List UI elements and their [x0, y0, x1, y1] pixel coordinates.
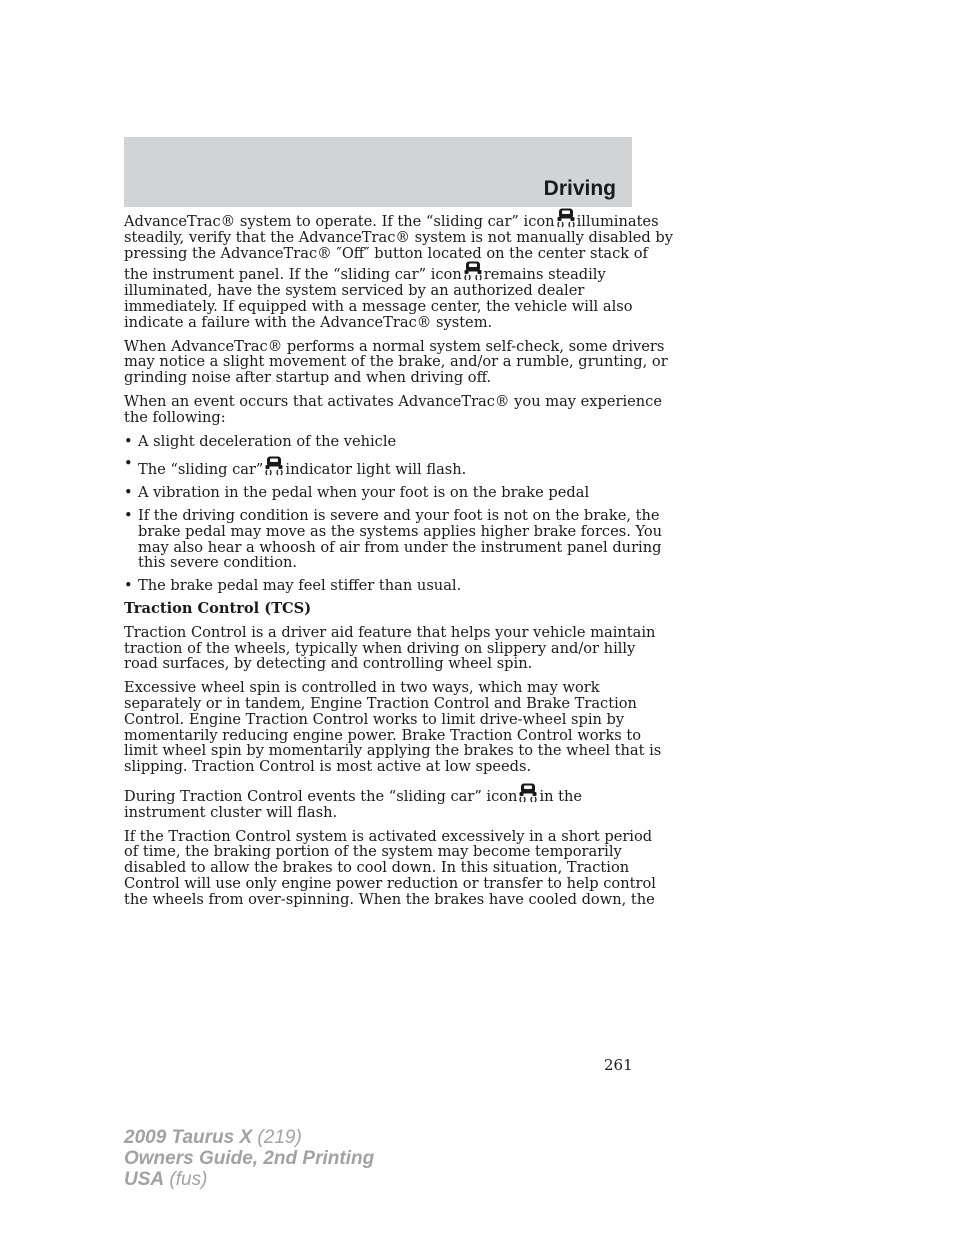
page-content: [124, 208, 673, 915]
heading-traction-control: Traction Control (TCS): [124, 599, 312, 617]
paragraph-tcs-excessive: If the Traction Control system is activated excessively in a short period of time, the braking portion of the system may become temporarily disabled to allow the brakes to cool down. In this situation, Traction Control will use only engine power reduction or transfer to help control the wheels from over-spinning. When the brakes have cooled down, the: [124, 827, 656, 908]
sliding-car-icon: [517, 783, 539, 803]
paragraph-event-intro: When an event occurs that activates AdvanceTrac® you may experience the following:: [124, 392, 662, 426]
paragraph-tcs-intro: Traction Control is a driver aid feature that helps your vehicle maintain traction of the wheels, typically when driving on slippery and/or hilly road surfaces, by detecting and controlling wheel spin.: [124, 623, 656, 673]
paragraph-self-check: When AdvanceTrac® performs a normal system self-check, some drivers may notice a slight movement of the brake, and/or a rumble, grunting, or grinding noise after startup and when driving off.: [124, 337, 668, 387]
section-header-band: [124, 137, 632, 207]
paragraph-tcs-events: During Traction Control events the “sliding car” icon in the instrument cluster will flash.: [124, 783, 636, 821]
list-item: • The brake pedal may feel stiffer than usual.: [124, 577, 462, 595]
bullet-marker: •: [124, 506, 133, 524]
footer-model-line: 2009 Taurus X (219): [124, 1127, 302, 1148]
footer-guide-line: Owners Guide, 2nd Printing: [124, 1148, 375, 1169]
sliding-car-icon: [263, 456, 285, 476]
sliding-car-icon: [462, 261, 484, 281]
list-item: • The “sliding car” indicator light will flash.: [124, 455, 467, 479]
page-number: 261: [604, 1056, 633, 1074]
sliding-car-icon: [555, 208, 577, 228]
footer-print-info: [124, 1127, 374, 1190]
paragraph-wheel-spin: Excessive wheel spin is controlled in two ways, which may work separately or in tandem, Engine Traction Control and Brake Traction Control. Engine Traction Control works to limit drive-wheel spin by momentarily reducing engine power. Brake Traction Control works to limit wheel spin by momentarily applying the brakes to the wheel that is slipping. Traction Control is most active at low speeds.: [124, 679, 662, 776]
footer-market-line: USA (fus): [124, 1169, 208, 1190]
section-title: Driving: [543, 177, 616, 200]
bullet-marker: •: [124, 577, 133, 595]
list-item: • A slight deceleration of the vehicle: [124, 432, 397, 450]
bullet-marker: •: [124, 432, 133, 450]
bullet-marker: •: [124, 455, 133, 473]
list-item: • If the driving condition is severe and your foot is not on the brake, the brake pedal may move as the systems applies higher brake forces. You may also hear a whoosh of air from under the instrument panel during this severe condition.: [124, 506, 663, 572]
list-item: • A vibration in the pedal when your foot is on the brake pedal: [124, 484, 590, 502]
paragraph-advancetrac-warning: AdvanceTrac® system to operate. If the “sliding car” icon illuminates steadily, verify that the AdvanceTrac® system is not manually disabled by pressing the AdvanceTrac® ″Off″ button located on the center stack of the instrument panel. If the “sliding car” icon remains steadily illuminated, have the system serviced by an authorized dealer immediately. If equipped with a message center, the vehicle will also indicate a failure with the AdvanceTrac® system.: [124, 208, 636, 331]
bullet-marker: •: [124, 484, 133, 502]
